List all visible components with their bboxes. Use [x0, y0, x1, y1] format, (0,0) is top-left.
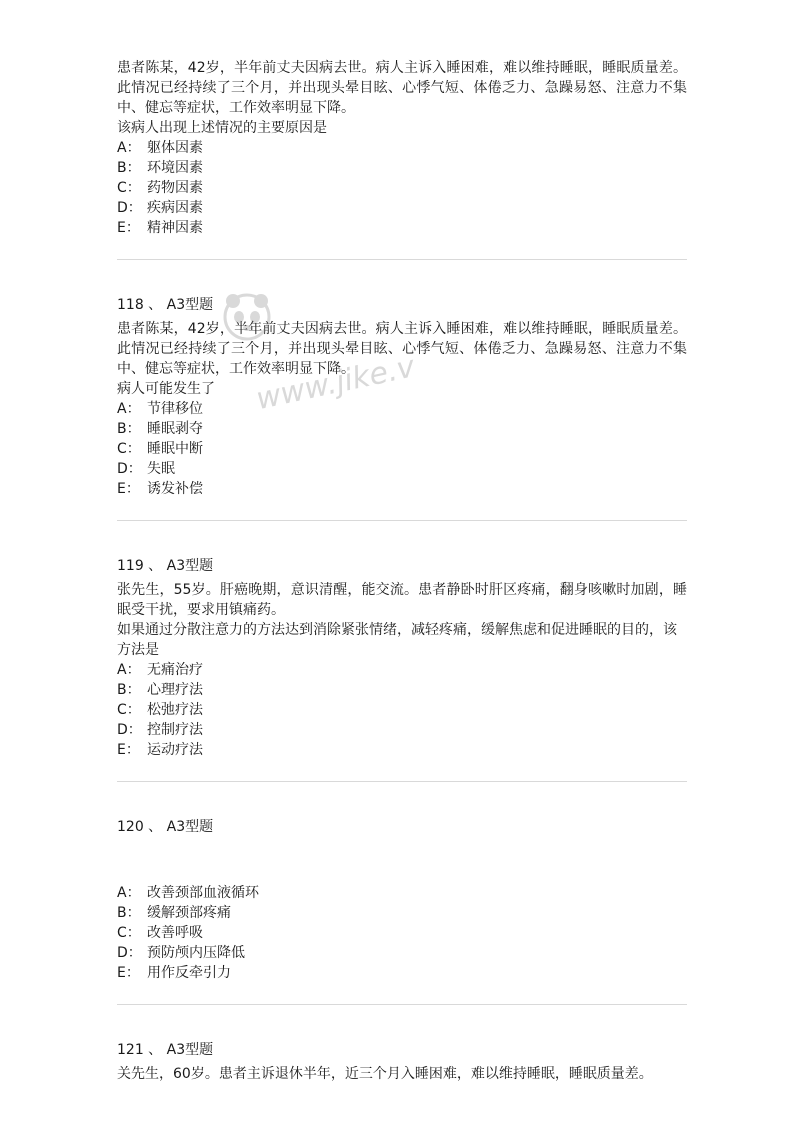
option-c[interactable]: [117, 178, 687, 198]
question-stem: 张先生，55岁。肝癌晚期，意识清醒，能交流。患者静卧时肝区疼痛，翻身咳嗽时加剧，睡眠受干扰，要求用镇痛药。: [117, 582, 687, 618]
question-block: [117, 817, 687, 983]
question-block: [117, 295, 687, 499]
divider: [117, 520, 687, 521]
option-key: A：: [117, 140, 141, 156]
option-key: D：: [117, 945, 142, 961]
option-text: 精神因素: [147, 220, 203, 236]
option-b[interactable]: [117, 158, 687, 178]
option-key: B：: [117, 905, 141, 921]
option-text: 疾病因素: [147, 200, 203, 216]
option-d[interactable]: [117, 198, 687, 218]
question-prompt: 如果通过分散注意力的方法达到消除紧张情绪，减轻疼痛，缓解焦虑和促进睡眠的目的，该方法是: [117, 622, 677, 658]
option-key: A：: [117, 662, 141, 678]
option-a[interactable]: [117, 660, 687, 680]
question-stem: 患者陈某，42岁，半年前丈夫因病去世。病人主诉入睡困难，难以维持睡眠，睡眠质量差。此情况已经持续了三个月，并出现头晕目眩、心悸气短、体倦乏力、急躁易怒、注意力不集中、健忘等症状，工作效率明显下降。: [117, 321, 687, 377]
option-c[interactable]: [117, 439, 687, 459]
option-text: 节律移位: [147, 401, 203, 417]
option-key: B：: [117, 160, 141, 176]
option-d[interactable]: [117, 720, 687, 740]
option-text: 改善颈部血液循环: [147, 885, 259, 901]
question-stem: 关先生，60岁。患者主诉退休半年，近三个月入睡困难，难以维持睡眠，睡眠质量差。: [117, 1066, 653, 1082]
question-block: [117, 1040, 687, 1084]
option-e[interactable]: [117, 963, 687, 983]
option-key: E：: [117, 481, 140, 497]
question-block: [117, 58, 687, 238]
option-key: E：: [117, 742, 140, 758]
option-text: 改善呼吸: [147, 925, 203, 941]
option-c[interactable]: [117, 700, 687, 720]
option-text: 睡眠剥夺: [147, 421, 203, 437]
option-key: C：: [117, 180, 141, 196]
question-prompt: 该病人出现上述情况的主要原因是: [117, 120, 327, 136]
option-key: C：: [117, 925, 141, 941]
option-b[interactable]: [117, 419, 687, 439]
divider: [117, 259, 687, 260]
option-key: D：: [117, 722, 142, 738]
option-key: B：: [117, 682, 141, 698]
divider: [117, 1004, 687, 1005]
option-key: E：: [117, 965, 140, 981]
option-a[interactable]: [117, 399, 687, 419]
divider: [117, 781, 687, 782]
option-key: E：: [117, 220, 140, 236]
option-text: 用作反牵引力: [147, 965, 231, 981]
option-text: 预防颅内压降低: [147, 945, 245, 961]
option-text: 无痛治疗: [147, 662, 203, 678]
question-header: 118 、 A3型题: [117, 297, 214, 313]
option-text: 睡眠中断: [147, 441, 203, 457]
option-text: 控制疗法: [147, 722, 203, 738]
option-key: D：: [117, 200, 142, 216]
option-text: 缓解颈部疼痛: [147, 905, 231, 921]
question-header: 121 、 A3型题: [117, 1042, 214, 1058]
option-text: 诱发补偿: [147, 481, 203, 497]
blank-stem: [117, 841, 687, 883]
option-key: C：: [117, 441, 141, 457]
option-text: 环境因素: [147, 160, 203, 176]
watermark-text: www.jike.vip: [253, 343, 415, 418]
question-header: 119 、 A3型题: [117, 558, 214, 574]
option-b[interactable]: [117, 903, 687, 923]
question-header: 120 、 A3型题: [117, 819, 214, 835]
option-key: C：: [117, 702, 141, 718]
option-e[interactable]: [117, 479, 687, 499]
option-key: A：: [117, 885, 141, 901]
option-text: 药物因素: [147, 180, 203, 196]
option-d[interactable]: [117, 943, 687, 963]
option-b[interactable]: [117, 680, 687, 700]
option-text: 运动疗法: [147, 742, 203, 758]
option-a[interactable]: [117, 883, 687, 903]
question-block: [117, 556, 687, 760]
option-key: D：: [117, 461, 142, 477]
option-text: 松弛疗法: [147, 702, 203, 718]
option-key: A：: [117, 401, 141, 417]
question-stem: 患者陈某，42岁，半年前丈夫因病去世。病人主诉入睡困难，难以维持睡眠，睡眠质量差。此情况已经持续了三个月，并出现头晕目眩、心悸气短、体倦乏力、急躁易怒、注意力不集中、健忘等症状，工作效率明显下降。: [117, 60, 687, 116]
option-text: 心理疗法: [147, 682, 203, 698]
option-e[interactable]: [117, 740, 687, 760]
document-page: [117, 58, 687, 1084]
option-a[interactable]: [117, 138, 687, 158]
question-prompt: 病人可能发生了: [117, 381, 215, 397]
option-key: B：: [117, 421, 141, 437]
option-e[interactable]: [117, 218, 687, 238]
option-text: 躯体因素: [147, 140, 203, 156]
option-c[interactable]: [117, 923, 687, 943]
option-text: 失眠: [147, 461, 175, 477]
option-d[interactable]: [117, 459, 687, 479]
